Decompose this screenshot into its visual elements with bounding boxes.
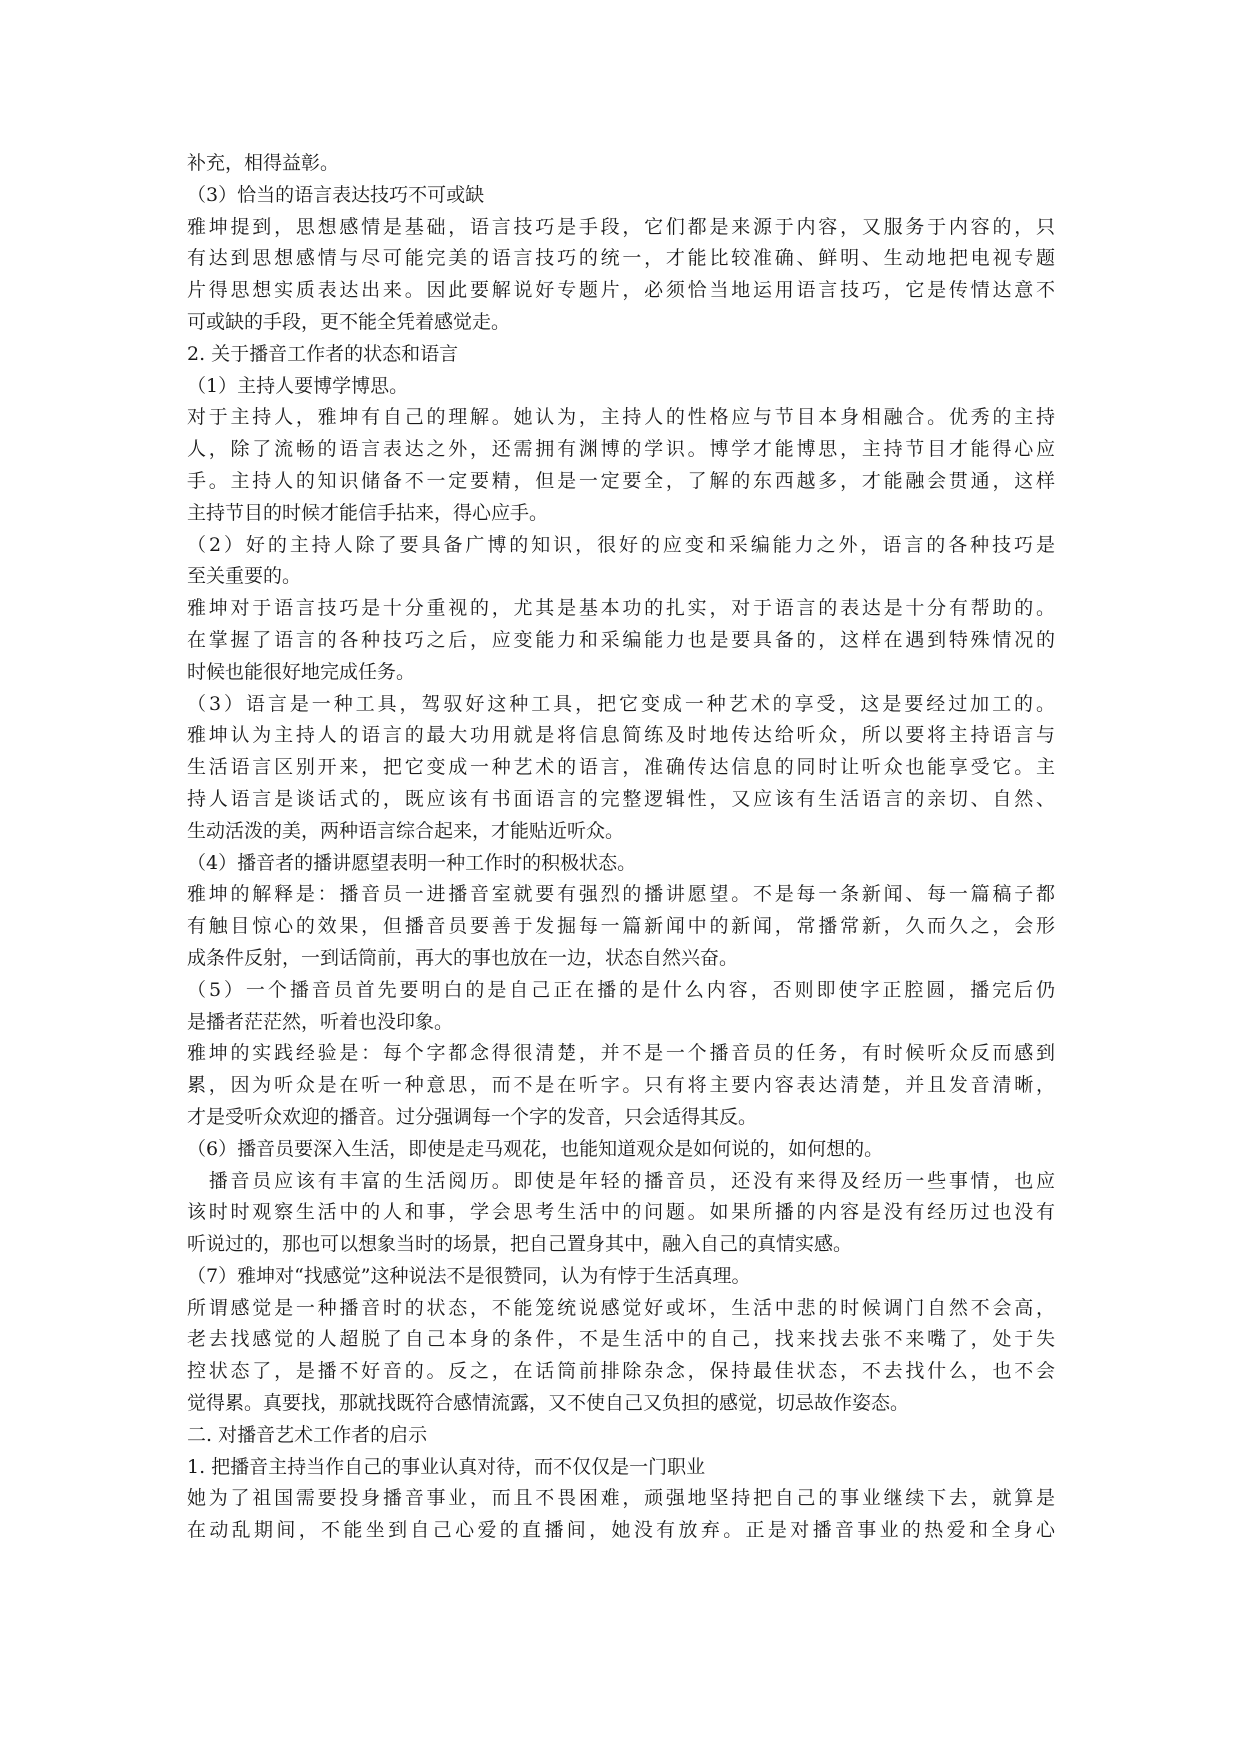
text-line: 有达到思想感情与尽可能完美的语言技巧的统一，才能比较准确、鲜明、生动地把电视专题 [187, 247, 1055, 270]
text-line: 雅坤的解释是：播音员一进播音室就要有强烈的播讲愿望。不是每一条新闻、每一篇稿子都 [187, 883, 1055, 906]
text-line: 片得思想实质表达出来。因此要解说好专题片，必须恰当地运用语言技巧，它是传情达意不 [187, 279, 1055, 302]
text-line: 有触目惊心的效果，但播音员要善于发掘每一篇新闻中的新闻，常播常新，久而久之，会形 [187, 915, 1055, 938]
text-line: （4）播音者的播讲愿望表明一种工作时的积极状态。 [187, 851, 637, 874]
text-line: 手。主持人的知识储备不一定要精，但是一定要全，了解的东西越多，才能融会贯通，这样 [187, 469, 1055, 492]
text-line: （3）语言是一种工具，驾驭好这种工具，把它变成一种艺术的享受，这是要经过加工的。 [187, 692, 1055, 715]
text-line: （7）雅坤对“找感觉”这种说法不是很赞同，认为有悖于生活真理。 [187, 1264, 751, 1287]
text-line: 雅坤认为主持人的语言的最大功用就是将信息简练及时地传达给听众，所以要将主持语言与 [187, 724, 1055, 747]
text-line: 人，除了流畅的语言表达之外，还需拥有渊博的学识。博学才能博思，主持节目才能得心应 [187, 438, 1055, 461]
text-line: （5）一个播音员首先要明白的是自己正在播的是什么内容，否则即使字正腔圆，播完后仍 [187, 978, 1055, 1001]
text-line: 老去找感觉的人超脱了自己本身的条件，不是生活中的自己，找来找去张不来嘴了，处于失 [187, 1328, 1055, 1351]
text-line: （1）主持人要博学博思。 [187, 374, 409, 397]
text-line: 补充，相得益彰。 [187, 152, 340, 174]
text-line: 觉得累。真要找，那就找既符合感情流露，又不使自己又负担的感觉，切忌故作姿态。 [187, 1392, 910, 1415]
text-line: （2）好的主持人除了要具备广博的知识，很好的应变和采编能力之外，语言的各种技巧是 [187, 533, 1055, 556]
text-line: 主持节目的时候才能信手拈来，得心应手。 [187, 501, 549, 524]
text-line: 才是受听众欢迎的播音。过分强调每一个字的发音，只会适得其反。 [187, 1105, 758, 1128]
text-line: 累，因为听众是在听一种意思，而不是在听字。只有将主要内容表达清楚，并且发音清晰， [187, 1074, 1055, 1097]
text-line: 二. 对播音艺术工作者的启示 [187, 1423, 428, 1446]
text-line: 在掌握了语言的各种技巧之后，应变能力和采编能力也是要具备的，这样在遇到特殊情况的 [187, 628, 1055, 651]
text-line: 生动活泼的美，两种语言综合起来，才能贴近听众。 [187, 819, 625, 842]
text-line: 时候也能很好地完成任务。 [187, 660, 416, 683]
text-line: 控状态了，是播不好音的。反之，在话筒前排除杂念，保持最佳状态，不去找什么，也不会 [187, 1360, 1055, 1383]
text-line: 是播者茫茫然，听着也没印象。 [187, 1010, 454, 1033]
text-line: 对于主持人，雅坤有自己的理解。她认为，主持人的性格应与节目本身相融合。优秀的主持 [187, 406, 1055, 429]
text-line: 可或缺的手段，更不能全凭着感觉走。 [187, 310, 511, 333]
text-line: （6）播音员要深入生活，即使是走马观花，也能知道观众是如何说的，如何想的。 [187, 1137, 884, 1160]
text-line: 2. 关于播音工作者的状态和语言 [187, 342, 459, 365]
text-line: 成条件反射，一到话筒前，再大的事也放在一边，状态自然兴奋。 [187, 946, 739, 969]
text-line: 持人语言是谈话式的，既应该有书面语言的完整逻辑性，又应该有生活语言的亲切、自然、 [187, 787, 1055, 810]
text-line: 在动乱期间，不能坐到自己心爱的直播间，她没有放弃。正是对播音事业的热爱和全身心 [187, 1519, 1055, 1542]
body-text [187, 148, 1055, 1547]
text-line: 至关重要的。 [187, 565, 302, 588]
text-line: 该时时观察生活中的人和事，学会思考生活中的问题。如果所播的内容是没有经历过也没有 [187, 1201, 1055, 1224]
text-line: 雅坤的实践经验是：每个字都念得很清楚，并不是一个播音员的任务，有时候听众反而感到 [187, 1042, 1055, 1065]
text-line: 播音员应该有丰富的生活阅历。即使是年轻的播音员，还没有来得及经历一些事情，也应 [187, 1169, 1055, 1192]
text-line: 所谓感觉是一种播音时的状态，不能笼统说感觉好或坏，生活中悲的时候调门自然不会高， [187, 1296, 1055, 1319]
text-line: 雅坤提到，思想感情是基础，语言技巧是手段，它们都是来源于内容，又服务于内容的，只 [187, 215, 1055, 238]
text-line: 听说过的，那也可以想象当时的场景，把自己置身其中，融入自己的真情实感。 [187, 1233, 853, 1256]
text-line: 生活语言区别开来，把它变成一种艺术的语言，准确传达信息的同时让听众也能享受它。主 [187, 756, 1055, 779]
text-line: 她为了祖国需要投身播音事业，而且不畏困难，顽强地坚持把自己的事业继续下去，就算是 [187, 1487, 1055, 1510]
text-line: （3）恰当的语言表达技巧不可或缺 [187, 183, 485, 206]
text-line: 1. 把播音主持当作自己的事业认真对待，而不仅仅是一门职业 [187, 1455, 706, 1478]
text-line: 雅坤对于语言技巧是十分重视的，尤其是基本功的扎实，对于语言的表达是十分有帮助的。 [187, 597, 1055, 620]
